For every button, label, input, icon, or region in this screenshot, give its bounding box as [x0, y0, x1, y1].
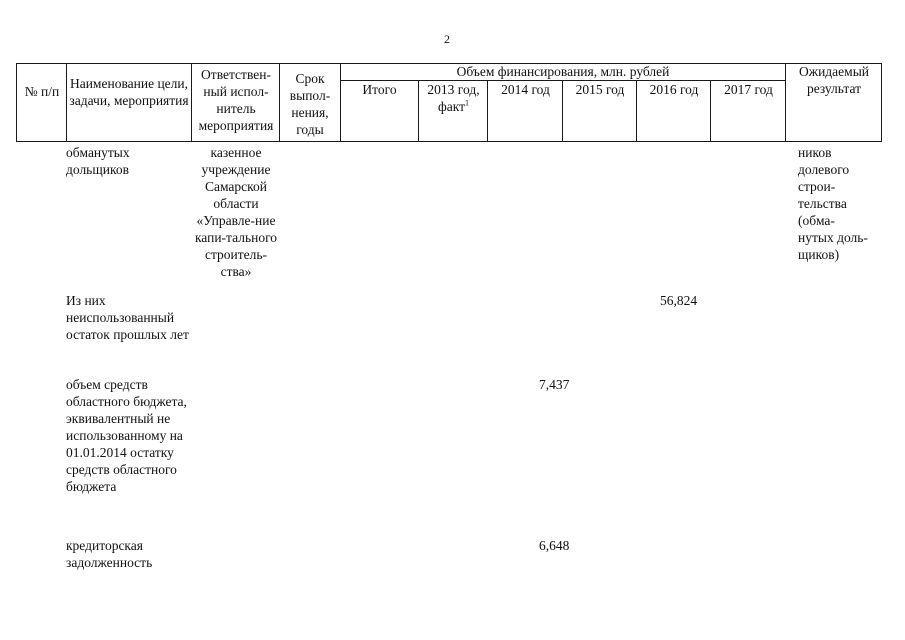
header-result: Ожидаемый результат	[799, 64, 869, 96]
col-divider	[418, 80, 419, 142]
header-total: Итого	[362, 82, 397, 97]
header-executor: Ответствен-ный испол-нитель мероприятия	[198, 67, 274, 133]
header-2013-year: 2013 год,	[427, 82, 480, 97]
header-name: Наименование цели, задачи, мероприятия	[69, 76, 189, 108]
row1-executor: казенное учреждение Самарской области «Управле-ние капи-тального строитель-ства»	[194, 145, 278, 279]
page-number: 2	[444, 32, 450, 46]
col-divider	[636, 80, 637, 142]
row2-2016-value: 56,824	[660, 293, 698, 308]
table-border-left	[16, 63, 17, 142]
row3-name: объем средств областного бюджета, эквивалентный не использованному на 01.01.2014 остатку средств областного бюджета	[66, 377, 187, 494]
header-2013-fact: факт	[437, 99, 466, 114]
footnote-mark: 1	[465, 98, 470, 108]
header-bottom-border	[16, 141, 881, 142]
header-term: Срок выпол-нения, годы	[289, 71, 331, 137]
row3-2014-value: 7,437	[539, 377, 570, 392]
col-divider	[66, 63, 67, 142]
header-number: № п/п	[24, 84, 60, 99]
header-2013	[420, 81, 487, 115]
col-divider	[785, 63, 786, 142]
header-2017: 2017 год	[724, 82, 773, 97]
table-border-right	[881, 63, 882, 142]
col-divider	[562, 80, 563, 142]
row4-2014-value: 6,648	[539, 538, 570, 553]
header-2015: 2015 год	[575, 82, 625, 97]
row1-name: обманутых дольщиков	[66, 145, 130, 177]
header-2014: 2014 год	[501, 82, 550, 97]
col-divider	[191, 63, 192, 142]
col-divider	[710, 80, 711, 142]
col-divider	[279, 63, 280, 142]
header-funding: Объем финансирования, млн. рублей	[456, 64, 670, 79]
row1-result: ников долевого строи-тельства (обма-нутых доль-щиков)	[798, 145, 868, 262]
col-divider	[487, 80, 488, 142]
table-header	[16, 63, 881, 142]
header-2016: 2016 год	[649, 82, 699, 97]
row2-name: Из них неиспользованный остаток прошлых лет	[66, 293, 189, 342]
row4-name: кредиторская задолженность	[66, 538, 153, 570]
